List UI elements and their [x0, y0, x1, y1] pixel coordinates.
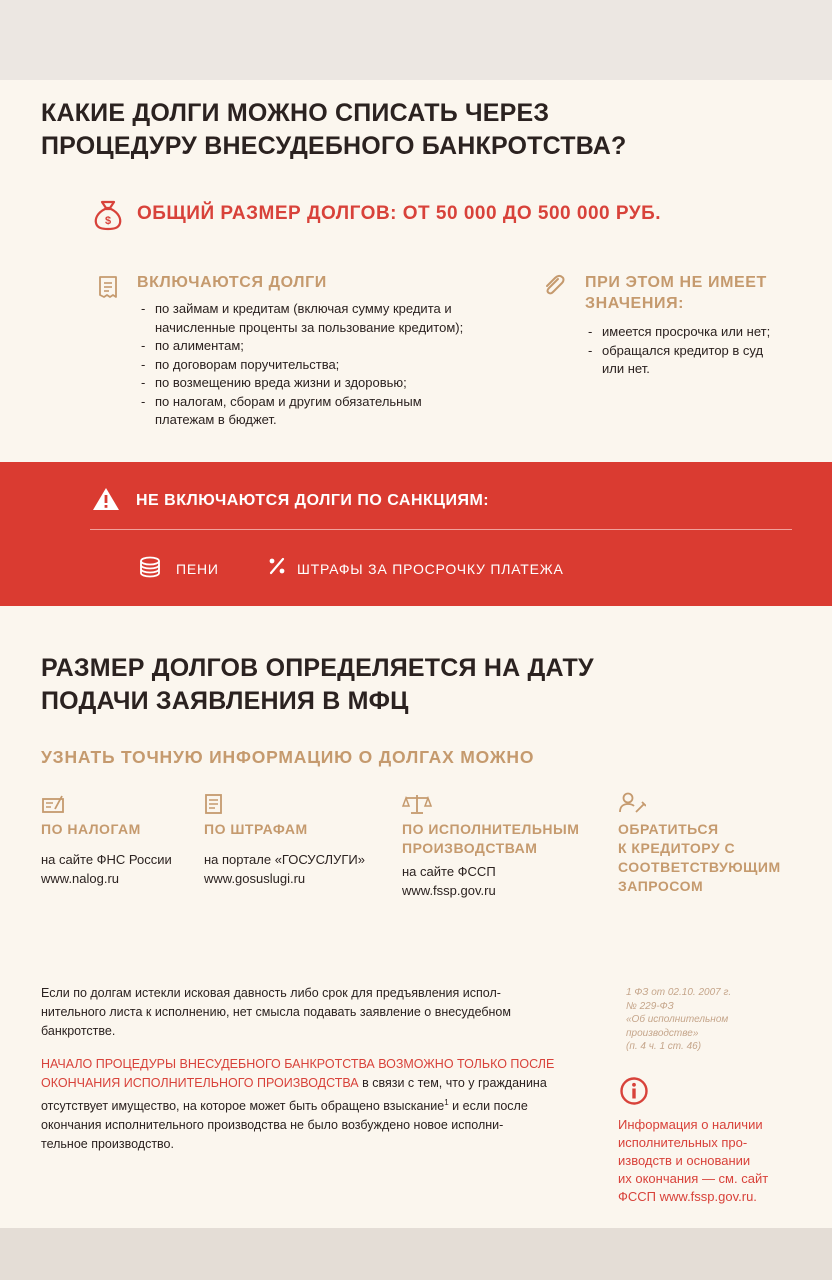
list-item: - по алиментам;	[141, 337, 521, 356]
list-item: - по договорам поручительства;	[141, 356, 521, 375]
column-taxes-title: ПО НАЛОГАМ	[41, 821, 141, 837]
svg-text:$: $	[104, 215, 112, 227]
column-enforcement-title: ПО ИСПОЛНИТЕЛЬНЫМ ПРОИЗВОДСТВАМ	[402, 821, 580, 856]
included-debts-list	[141, 300, 521, 430]
column-creditor-title: ОБРАТИТЬСЯ К КРЕДИТОРУ С СООТВЕТСТВУЮЩИМ ЗАПРОСОМ	[618, 821, 781, 894]
list-item: - по налогам, сборам и другим обязательным платежам в бюджет.	[141, 393, 521, 430]
column-fines-title: ПО ШТРАФАМ	[204, 821, 308, 837]
list-item: - по займам и кредитам (включая сумму кредита и начисленные проценты за пользование кредитом);	[141, 300, 521, 337]
learn-info-title: УЗНАТЬ ТОЧНУЮ ИНФОРМАЦИЮ О ДОЛГАХ МОЖНО	[41, 747, 535, 767]
info-note: Информация о наличии исполнительных про- изводств и основании их окончания — см. сайт ФССП www.fssp.gov.ru.	[618, 1117, 769, 1204]
second-heading: РАЗМЕР ДОЛГОВ ОПРЕДЕЛЯЕТСЯ НА ДАТУ ПОДАЧИ ЗАЯВЛЕНИЯ В МФЦ	[41, 654, 594, 715]
penalty-item: ПЕНИ	[176, 561, 219, 577]
document-icon	[204, 793, 224, 815]
limitation-paragraph: Если по долгам истекли исковая давность либо срок для предъявления испол- нительного листа к исполнению, нет смысла подавать заявление о внесудебном банкротстве.	[41, 986, 511, 1038]
excluded-debts-band	[0, 462, 832, 606]
list-item: - по возмещению вреда жизни и здоровью;	[141, 374, 521, 393]
bottom-background	[0, 1228, 832, 1280]
column-enforcement-text: на сайте ФССП www.fssp.gov.ru	[402, 864, 496, 898]
irrelevant-list	[588, 323, 808, 379]
included-debts-title: ВКЛЮЧАЮТСЯ ДОЛГИ	[137, 274, 327, 291]
person-edit-icon	[618, 792, 646, 814]
divider	[90, 529, 792, 530]
main-heading-line2: ПРОЦЕДУРУ ВНЕСУДЕБНОГО БАНКРОТСТВА?	[41, 132, 627, 160]
tax-card-icon	[41, 794, 65, 814]
list-item: - имеется просрочка или нет;	[588, 323, 808, 342]
list-item: - обращался кредитор в суд или нет.	[588, 342, 808, 379]
footnote: 1 ФЗ от 02.10. 2007 г. № 229-ФЗ «Об исполнительном производстве» (п. 4 ч. 1 ст. 46)	[626, 987, 732, 1052]
footnote-mark: 1	[444, 1098, 449, 1107]
irrelevant-title: ПРИ ЭТОМ НЕ ИМЕЕТ ЗНАЧЕНИЯ:	[585, 274, 767, 312]
coins-icon	[138, 556, 162, 578]
scales-icon	[402, 793, 432, 815]
warning-icon	[92, 487, 120, 511]
main-heading-line1: КАКИЕ ДОЛГИ МОЖНО СПИСАТЬ ЧЕРЕЗ	[41, 99, 550, 127]
highlight-text: НАЧАЛО ПРОЦЕДУРЫ ВНЕСУДЕБНОГО БАНКРОТСТВА ВОЗМОЖНО ТОЛЬКО ПОСЛЕ	[41, 1057, 555, 1071]
column-taxes-text: на сайте ФНС России www.nalog.ru	[41, 852, 172, 886]
column-fines-text: на портале «ГОСУСЛУГИ» www.gosuslugi.ru	[204, 852, 365, 886]
total-debt-range: ОБЩИЙ РАЗМЕР ДОЛГОВ: ОТ 50 000 ДО 500 000 РУБ.	[137, 203, 662, 224]
info-icon	[619, 1076, 649, 1106]
fines-item: ШТРАФЫ ЗА ПРОСРОЧКУ ПЛАТЕЖА	[297, 561, 564, 577]
excluded-debts-title: НЕ ВКЛЮЧАЮТСЯ ДОЛГИ ПО САНКЦИЯМ:	[136, 492, 490, 509]
receipt-icon	[97, 275, 119, 299]
percent-icon	[268, 557, 286, 575]
procedure-paragraph: НАЧАЛО ПРОЦЕДУРЫ ВНЕСУДЕБНОГО БАНКРОТСТВА ВОЗМОЖНО ТОЛЬКО ПОСЛЕ ОКОНЧАНИЯ ИСПОЛНИТЕЛЬНОГО ПРОИЗВОДСТВА в связи с тем, что у гражданина отсутствует имущество, на которое может быть обращено взыскание$^1$ и если после окончания исполнительного производства не было возбуждено новое исполни- тельное производство.	[41, 1055, 611, 1154]
paperclip-icon	[541, 273, 567, 299]
money-bag-icon	[93, 199, 123, 231]
main-heading	[41, 97, 626, 163]
